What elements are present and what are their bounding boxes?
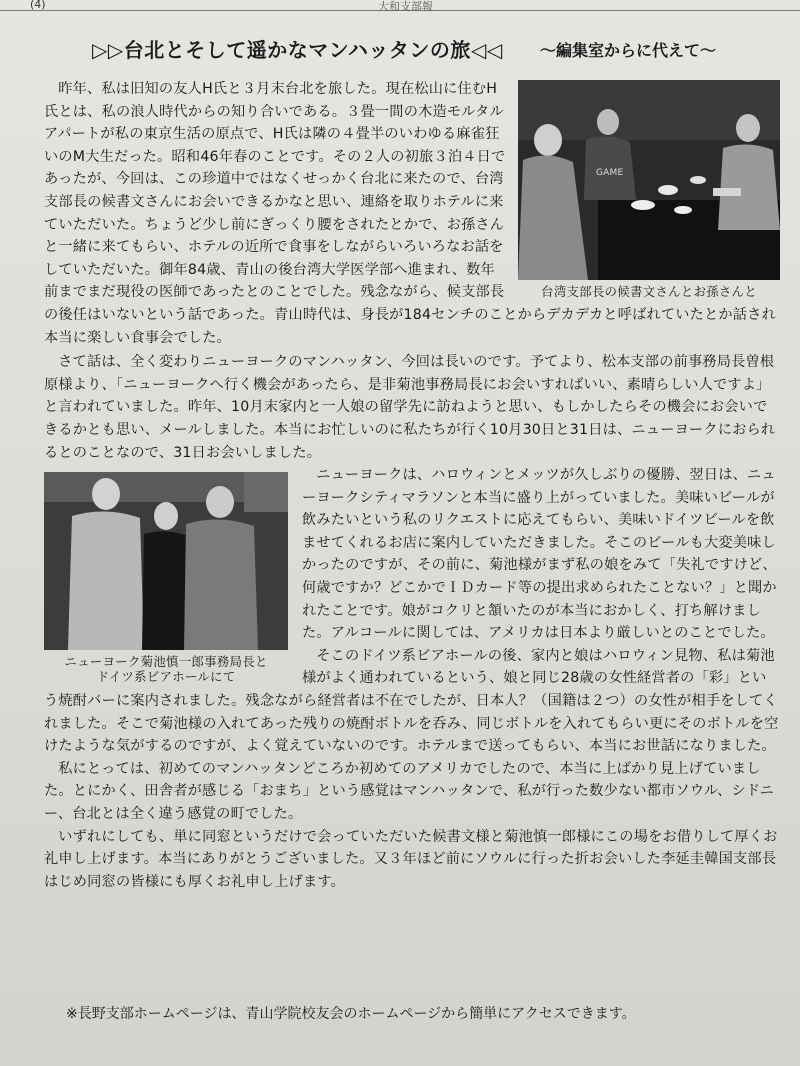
- header-rule: [0, 2, 800, 11]
- paragraph-6: いずれにしても、単に同窓というだけで会っていただいた候書文様と菊池慎一郎様にこの場をお借りして厚くお礼申し上げます。本当にありがとうございました。又３年ほど前にソウルに行った折お会いした李延圭韓国支部長はじめ同窓の皆様にも厚くお礼申し上げます。: [44, 828, 778, 890]
- article-body: [44, 78, 780, 893]
- taiwan-photo-caption: 台湾支部長の候書文さんとお孫さんと: [541, 284, 757, 299]
- newyork-caption-line1: ニューヨーク菊池慎一郎事務局長と: [64, 654, 268, 670]
- paragraph-3: ニューヨークは、ハロウィンとメッツが久しぶりの優勝、翌日は、ニューヨークシティマラソンと本当に盛り上がっていました。美味いビールが飲みたいという私のリクエストに応えてもらい、美味いドイツビールを飲ませてくれるお店に案内していただきました。そこのビールも大変美味しかったのですが、その前に、菊池様がまず私の娘をみて「失礼ですけど、何歳ですか？どこかでＩＤカード等の提出求められたことない？」と聞かれたことです。娘がコクリと頷いたのが本当におかしく、打ち解けました。アルコールに関しては、アメリカは日本より厳しいとのことでした。: [302, 467, 777, 642]
- article-title: ▷▷台北とそして遥かなマンハッタンの旅◁◁: [92, 38, 503, 62]
- taiwan-photo-block: [518, 80, 780, 299]
- paragraph-4: そこのドイツ系ビアホールの後、家内と娘はハロウィン見物、私は菊池様がよく通われているという、娘と同じ28歳の女性経営者の「彩」という焼酎バーに案内されました。残念ながら経営者は不在でしたが、日本人？（国籍は２つ）の女性が相手をしてくれました。そこで菊池様の入れてあった残りの焼酎ボトルを呑み、同じボトルを入れてもらい更にそのボトルを空けたような気がするのですが、よく覚えていないのです。ホテルまで送ってもらい、本当にお世話になりました。: [44, 647, 779, 755]
- newyork-beerhall-photo: [44, 472, 288, 650]
- article-subtitle: ～編集室からに代えて～: [540, 41, 717, 60]
- paragraph-2: さて話は、全く変わりニューヨークのマンハッタン、今回は長いのです。予てより、松本支部の前事務局長曽根原様より、「ニューヨークへ行く機会があったら、是非菊池事務局長にお会いすればいい、素晴らしい人ですよ」と言われていました。昨年、10月末家内と一人娘の留学先に訪ねようと思い、もしかしたらその機会にお会いできるかとも思い、メールしました。本当にお忙しいのに私たちが行く10月30日と31日は、ニューヨークにおられるとのことなので、31日お会いしました。: [44, 354, 776, 461]
- taiwan-dinner-photo: [518, 80, 780, 280]
- svg-text:GAME: GAME: [596, 168, 624, 178]
- paragraph-1: 昨年、私は旧知の友人H氏と３月末台北を旅した。現在松山に住むH氏とは、私の浪人時代からの知り合いである。３畳一間の木造モルタルアパートが私の東京生活の原点で、H氏は隣の４畳半のいわゆる麻雀狂いのM大生だった。昭和46年春のことです。その２人の初旅３泊４日であったが、今回は、この珍道中ではなくせっかく台北に来たので、台湾支部長の候書文さんにお会いできるかなと思い、連絡を取りホテルに来ていただいた。ちょうど少し前にぎっくり腰をされたとかで、お孫さんと一緒に来てもらい、ホテルの近所で食事をしながらいろいろなお話をしていただいた。御年84歳、青山の後台湾大学医学部へ進まれ、数年前までまだ現役の医師であったとのことでした。残念ながら、候支部長の後任はいないという話であった。青山時代は、身長が184センチのことからデカデカと呼ばれていたとか話され本当に楽しい食事会でした。: [44, 81, 776, 346]
- footer-note: ※長野支部ホームページは、青山学院校友会のホームページから簡単にアクセスできます。: [66, 1006, 636, 1022]
- newyork-photo-block: [44, 472, 288, 684]
- header-mark: 大和支部報: [378, 0, 433, 13]
- paragraph-5: 私にとっては、初めてのマンハッタンどころか初めてのアメリカでしたので、本当に上ばかり見上げていました。とにかく、田舎者が感じる「おまち」という感覚はマンハッタンで、私が行った数少ない都市ソウル、シドニー、台北とは全く違う感覚の町でした。: [44, 760, 775, 822]
- page-number: (4): [30, 0, 46, 11]
- newyork-caption-line2: ドイツ系ビアホールにて: [96, 669, 236, 685]
- newyork-photo-caption: [44, 654, 288, 684]
